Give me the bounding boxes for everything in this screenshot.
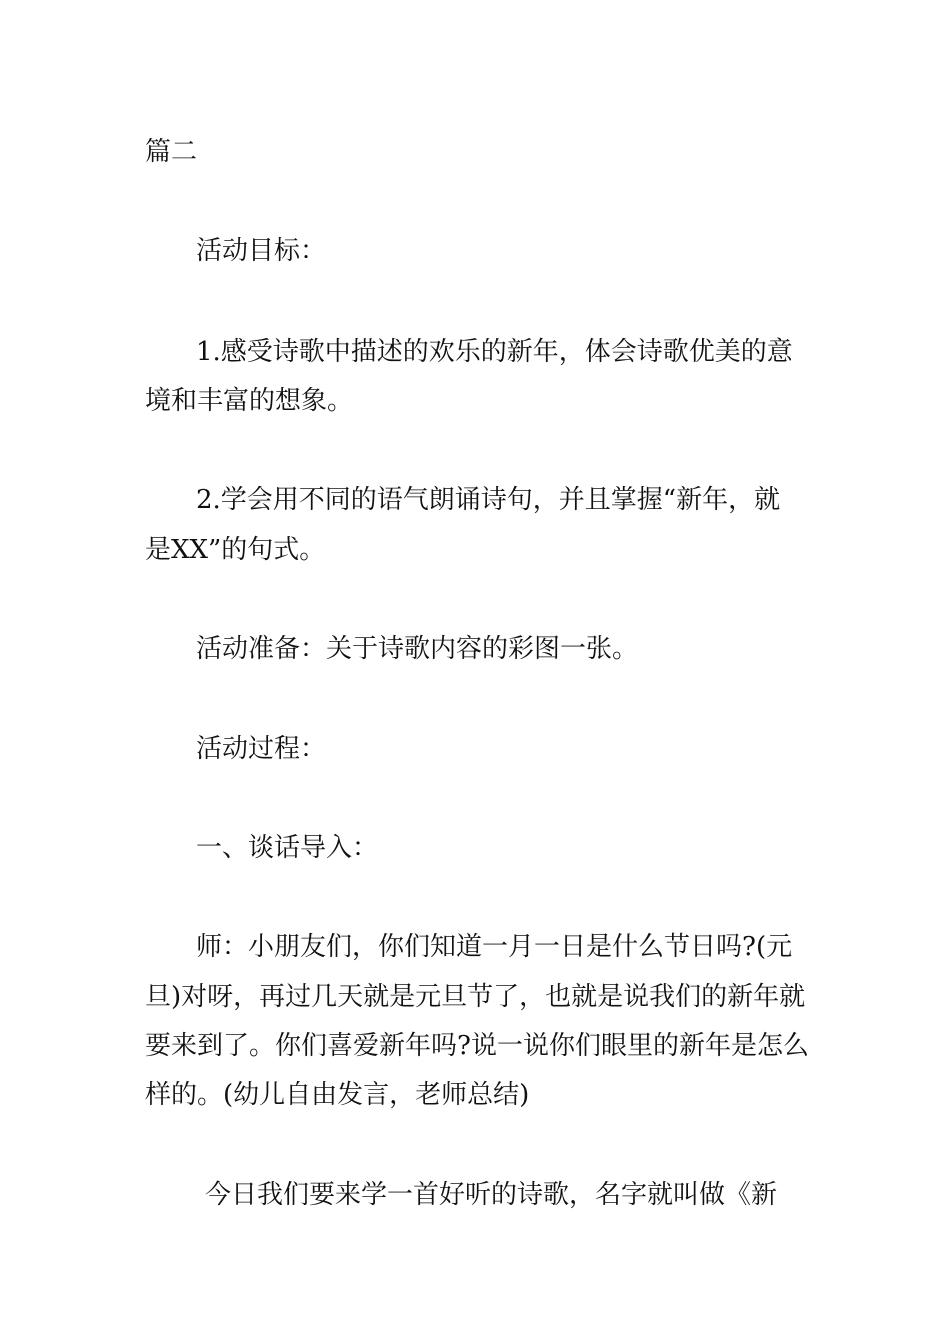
today-paragraph-line-1: 今日我们要来学一首好听的诗歌，名字就叫做《新 [205, 1180, 778, 1210]
goal-1-line-2: 境和丰富的想象。 [145, 386, 354, 416]
section-heading: 篇二 [145, 137, 198, 167]
goals-heading: 活动目标： [196, 236, 327, 266]
goal-2-line-1: 2.学会用不同的语气朗诵诗句，并且掌握“新年，就 [196, 485, 781, 515]
preparation-paragraph: 活动准备：关于诗歌内容的彩图一张。 [196, 634, 639, 664]
intro-heading: 一、谈话导入： [196, 833, 379, 863]
teacher-paragraph-line-3: 要来到了。你们喜爱新年吗?说一说你们眼里的新年是怎么 [145, 1031, 809, 1061]
teacher-paragraph-line-2: 旦)对呀，再过几天就是元旦节了，也就是说我们的新年就 [145, 982, 806, 1012]
process-heading: 活动过程： [196, 734, 327, 764]
teacher-paragraph-line-1: 师：小朋友们，你们知道一月一日是什么节日吗?(元 [196, 932, 793, 962]
goal-2-line-2: 是XX”的句式。 [145, 535, 326, 565]
teacher-paragraph-line-4: 样的。(幼儿自由发言，老师总结) [145, 1080, 530, 1110]
goal-1-line-1: 1.感受诗歌中描述的欢乐的新年，体会诗歌优美的意 [196, 337, 793, 367]
